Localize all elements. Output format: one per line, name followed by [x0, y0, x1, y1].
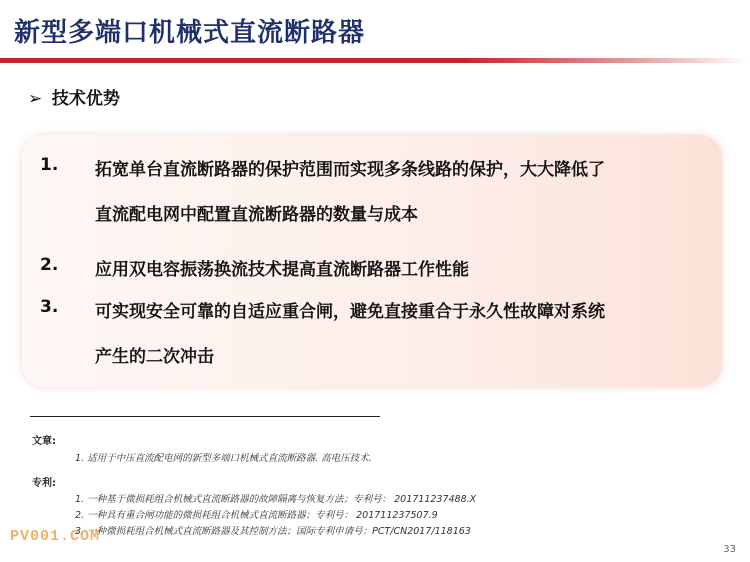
patent-reference: 1. 一种基于微损耗组合机械式直流断路器的故障隔离与恢复方法；专利号： 201711237488.X [75, 494, 477, 505]
title-divider [0, 58, 750, 63]
advantage-text-continued: 直流配电网中配置直流断路器的数量与成本 [95, 205, 418, 225]
advantages-panel [22, 135, 722, 387]
watermark: PV001.COM [10, 528, 101, 545]
advantage-number: 2. [40, 255, 59, 275]
advantage-text: 可实现安全可靠的自适应重合闸，避免直接重合于永久性故障对系统 [95, 302, 605, 322]
section-heading-label: 技术优势 [51, 89, 120, 109]
patent-reference: 2. 一种具有重合闸功能的微损耗组合机械式直流断路器；专利号： 201711237507.9 [75, 510, 438, 521]
page-number: 33 [723, 544, 736, 555]
advantage-text: 拓宽单台直流断路器的保护范围而实现多条线路的保护，大大降低了 [95, 160, 605, 180]
advantage-number: 1. [40, 155, 59, 175]
articles-label: 文章: [32, 436, 56, 447]
footnote-divider [30, 416, 380, 417]
arrow-bullet-icon: ➢ [28, 89, 43, 109]
slide-title: 新型多端口机械式直流断路器 [14, 18, 366, 48]
advantage-number: 3. [40, 297, 59, 317]
advantage-text: 应用双电容振荡换流技术提高直流断路器工作性能 [95, 260, 469, 280]
patents-label: 专利: [32, 478, 56, 489]
article-reference: 1. 适用于中压直流配电网的新型多端口机械式直流断路器. 高电压技术. [75, 453, 372, 464]
section-heading [28, 84, 120, 109]
advantage-text-continued: 产生的二次冲击 [95, 347, 214, 367]
patent-reference: 3. 一种微损耗组合机械式直流断路器及其控制方法；国际专利申请号：PCT/CN2017/118163 [75, 526, 471, 537]
